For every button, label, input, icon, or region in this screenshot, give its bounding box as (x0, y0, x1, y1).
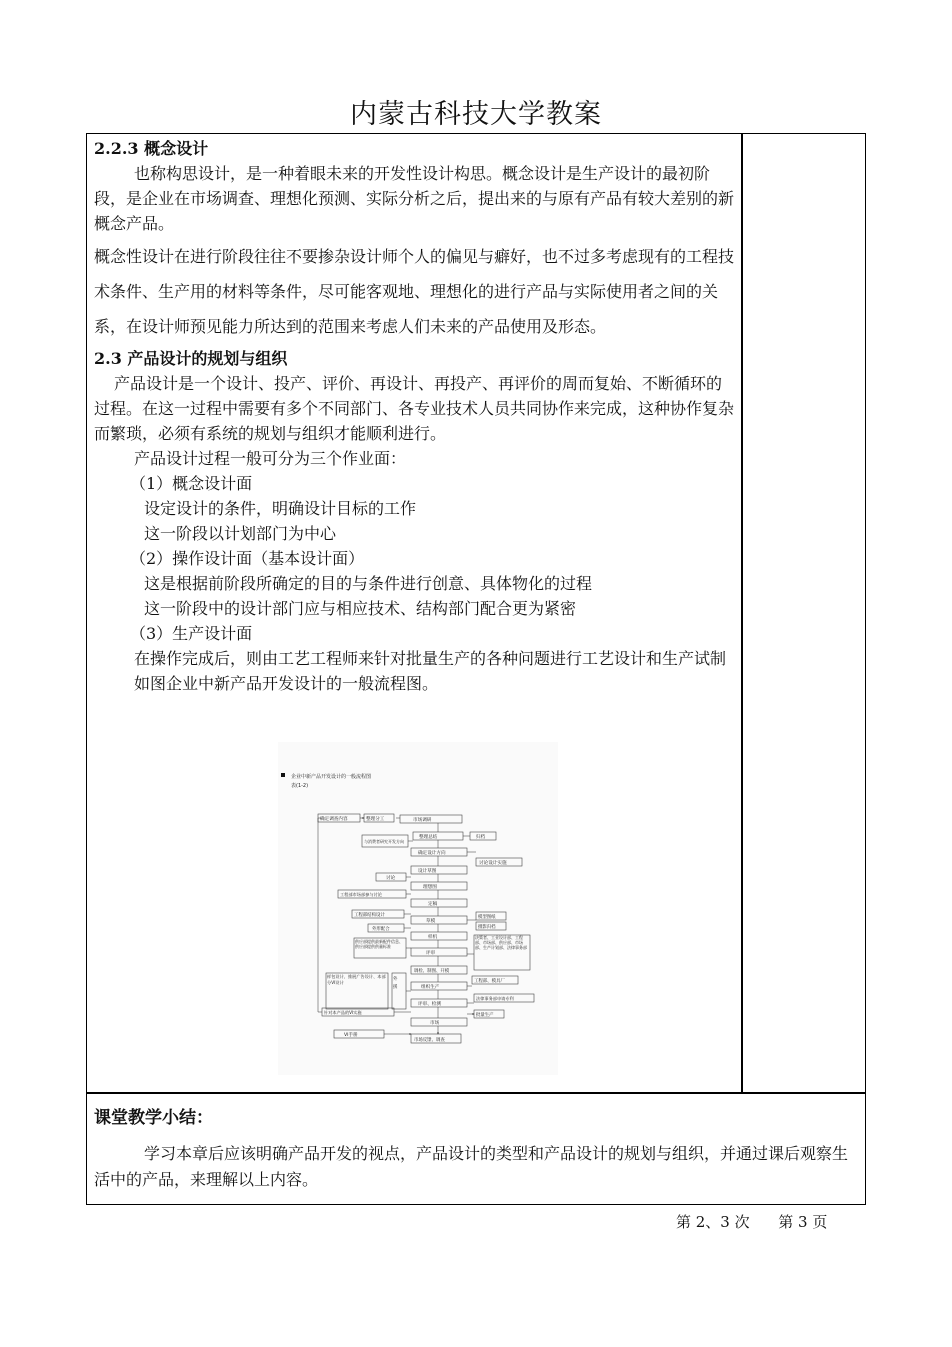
summary-title: 课堂教学小结： (94, 1108, 213, 1128)
row-divider (86, 1092, 866, 1094)
flowchart-bullet-icon (281, 773, 285, 777)
flow-node-sketch: 设计草图 (418, 869, 437, 874)
phase-1-line-a: 设定设计的条件，明确设计目标的工作 (144, 499, 417, 518)
phase-2-heading: （2）操作设计面（基本设计面） (130, 549, 365, 568)
flow-node-factory: 工程部、模具厂 (474, 979, 505, 984)
flow-node-vi-manual: VI手册 (344, 1033, 358, 1038)
flow-node-promo-box (327, 974, 387, 1008)
page-title: 内蒙古科技大学教案 (350, 99, 602, 130)
flow-node-final: 定稿 (428, 902, 438, 907)
paragraph-concept-approach: 概念性设计在进行阶段往往不要掺杂设计师个人的偏见与癖好，也不过多考虑现有的工程技术条件、生产用的材料等条件，尽可能客观地、理想化的进行产品与实际使用者之间的关系，在设计师预见能力所达到的范围来考虑人们未来的产品使用及形态。 (94, 247, 735, 336)
flow-node-info: 供应部提供最新配件信息、供应部提供供量标准 (355, 939, 403, 949)
flow-node-info-box (355, 939, 405, 958)
flow-node-photo: 摄影归档 (478, 925, 496, 930)
flow-node-summary: 整理总结 (419, 835, 438, 840)
flow-node-division: 整理分工 (366, 817, 385, 822)
phase-1-heading: （1）概念设计面 (130, 474, 253, 493)
flow-node-exterior: 外形配合 (372, 927, 390, 932)
phase-3-heading: （3）生产设计面 (130, 624, 253, 643)
flow-node-inspect: 评审、检测 (418, 1002, 441, 1007)
flowchart-subtitle: 表(1-2) (291, 783, 309, 789)
paragraph-production-design: 在操作完成后，则由工艺工程师来针对批量生产的各种问题进行工艺设计和生产试制 (134, 649, 727, 668)
flow-node-test: 调检、制图、开模 (414, 969, 450, 974)
flow-node-eng-struct: 工程部结构设计 (354, 913, 385, 918)
summary-text (94, 1141, 860, 1193)
flow-node-archive: 归档 (476, 835, 486, 840)
phase-1-line-b: 这一阶段以计划部门为中心 (144, 524, 337, 543)
flow-node-decision-box (475, 935, 529, 970)
flow-node-research: 与消费者研究开发方向 (364, 839, 404, 844)
column-divider (741, 133, 743, 1093)
page-number: 第 3 页 (778, 1213, 828, 1231)
phase-2-line-b: 这一阶段中的设计部门应与相应技术、结构部门配合更为紧密 (144, 599, 577, 618)
flow-node-organize: 组织生产 (421, 985, 440, 990)
product-development-flowchart (278, 742, 558, 1075)
flow-node-direction: 确定设计方向 (418, 851, 446, 856)
flow-node-discuss-impl: 讨论设计实施 (479, 861, 507, 866)
flow-node-decision: 决策者、工业设计部、工程部、市场部、供应部、市场部、生产计划部、法律事务部 (475, 935, 527, 950)
flow-node-mass: 批量生产 (476, 1013, 494, 1018)
section-heading-2-3: 2.3 产品设计的规划与组织 (94, 349, 288, 368)
flow-node-feedback: 市场反馈、调查 (414, 1038, 445, 1043)
flow-node-outsource-box (393, 976, 405, 1008)
flow-node-discuss: 讨论 (386, 876, 396, 881)
flow-node-model-drawing: 模型图纸 (478, 915, 496, 920)
flow-node-outsource: 外援 (393, 977, 398, 990)
flow-node-legal: 法律事务部申请专利 (476, 996, 514, 1001)
flow-node-sample: 样机 (428, 935, 438, 940)
flow-node-draft: 草模 (426, 919, 436, 924)
paragraph-three-phases: 产品设计过程一般可分为三个作业面： (134, 449, 407, 468)
flow-node-ideal: 理想图 (423, 885, 437, 890)
flow-node-determine: 确定调查内容 (320, 817, 348, 822)
flowchart-title: 企业中新产品开发设计的一般流程图 (291, 774, 372, 780)
lesson-content (94, 136, 736, 696)
flow-node-promo: 样包设计、推展广告设计、本部分VI设计 (327, 974, 386, 985)
flow-node-market2: 市场 (430, 1021, 440, 1026)
section-heading-2-2-3: 2.2.3 概念设计 (94, 139, 209, 158)
flow-node-vi-impl: 针对本产品的VI实施 (324, 1010, 362, 1015)
summary-paragraph: 学习本章后应该明确产品开发的视点，产品设计的类型和产品设计的规划与组织，并通过课后观察生活中的产品，来理解以上内容。 (94, 1144, 849, 1189)
paragraph-design-cycle: 产品设计是一个设计、投产、评价、再设计、再投产、再评价的周而复始、不断循环的过程。在这一过程中需要有多个不同部门、各专业技术人员共同协作来完成，这种协作复杂而繁琐，必须有系统的规划与组织才能顺利进行。 (94, 374, 735, 443)
paragraph-flowchart-intro: 如图企业中新产品开发设计的一般流程图。 (134, 674, 439, 693)
phase-2-line-a: 这是根据前阶段所确定的目的与条件进行创意、具体物化的过程 (144, 574, 593, 593)
flow-node-review: 评审 (426, 951, 436, 956)
session-number: 第 2、3 次 (676, 1213, 750, 1231)
flow-node-mkt-dept: 工程部市场部参与讨论 (340, 892, 382, 897)
page-footer (676, 1211, 827, 1232)
paragraph-concept-definition: 也称构思设计，是一种着眼未来的开发性设计构思。概念设计是生产设计的最初阶段，是企业在市场调查、理想化预测、实际分析之后，提出来的与原有产品有较大差别的新概念产品。 (94, 164, 735, 233)
flow-node-market: 市场调研 (413, 818, 432, 823)
